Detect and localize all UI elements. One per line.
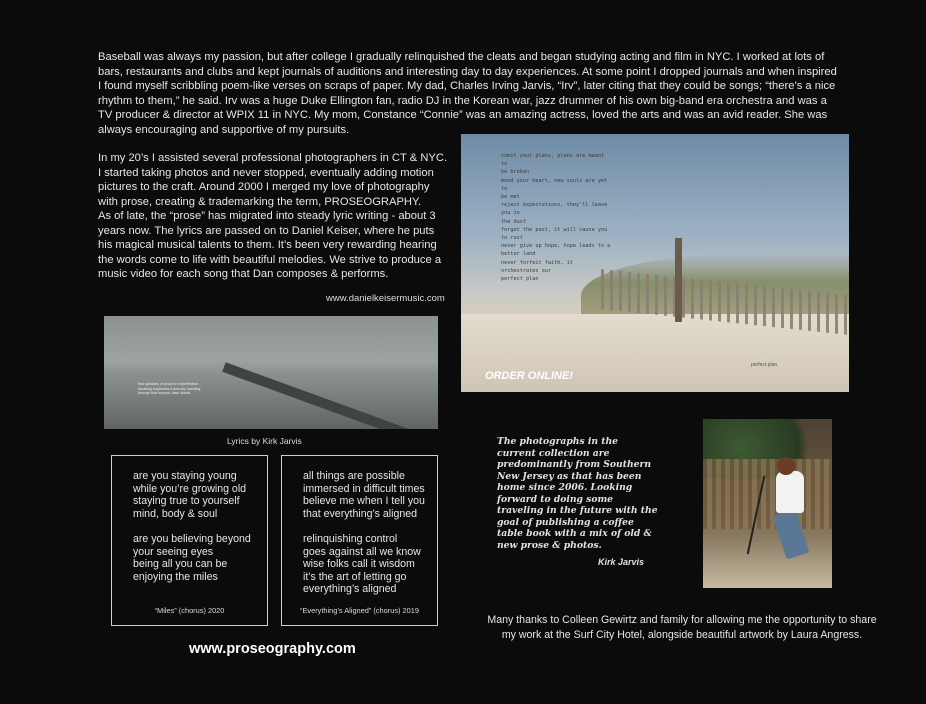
lyric-caption: “Miles” (chorus) 2020 (154, 606, 225, 615)
fence-post (675, 238, 682, 322)
photo-title-caption: perfect plan (751, 362, 778, 368)
collection-note: The photographs in the current collection are predominantly from Southern New Jersey as that has been home since 2006. Looking forward to doing some traveling in the future with the goal of publishing a coffee table book with a mix of old & new prose & photos. (497, 436, 658, 551)
signature: Kirk Jarvis (598, 557, 645, 567)
foggy-jetty-photo (104, 316, 438, 429)
lyric-box-everythings-aligned (281, 455, 438, 626)
lyric-text: are you staying young while you’re growing old staying true to yourself mind, body & soul are you believing beyond your seeing eyes being all you can be enjoying the miles (133, 470, 251, 583)
photo-poem-text: comit your plans, plans are meant to be broken mend your heart, new souls are yet to be met reject expectations, they'll leave you in the dust forget the past, it will cause you to rust never give up hope, hope leads to a better land never forfeit faith, it orchestrates our perfect plan (501, 153, 611, 283)
order-online-label[interactable]: ORDER ONLINE! (485, 370, 573, 382)
daniel-keiser-website-link[interactable]: www.danielkeisermusic.com (326, 293, 445, 304)
intro-paragraph: Baseball was always my passion, but after college I gradually relinquished the cleats and began studying acting and film in NYC. I worked at lots of bars, restaurants and clubs and kept journals of auditions and interesting day to day experiences. At some point I dropped journals and when inspired I found myself scribbling poem-like verses on scraps of paper. My dad, Charles Irving Jarvis, “Irv”, later citing that they could be songs; “there’s a nice rhythm to them,” he said. Irv was a huge Duke Ellington fan, radio DJ in the Korean war, jazz drummer of his own big-band era orchestra and was a TV producer & director at WPIX 11 in NYC. My mom, Constance “Connie” was an amazing actress, loved the arts and was an avid reader. She was always encouraging and supportive of my pursuits. (98, 51, 837, 136)
lyric-caption: “Everything’s Aligned” (chorus) 2019 (300, 606, 419, 615)
lyric-text: all things are possible immersed in difficult times believe me when I tell you that everything’s aligned relinquishing control goes against all we know wise folks call it wisdom it’s the art of letting go everything’s aligned (303, 470, 425, 596)
lyrics-by-heading: Lyrics by Kirk Jarvis (227, 436, 302, 446)
lyrics-paragraph: As of late, the “prose” has migrated into steady lyric writing - about 3 years now. The lyrics are passed on to Daniel Keiser, where he puts his magical musical talents to them. It’s been very rewarding hearing the words come to life with beautiful melodies. We strive to produce a music video for each song that Dan composes & performs. (98, 210, 442, 281)
fog-photo-caption: first speckles of peace in imperfection breaking brightness a sea-sky traveling through that beyond, dark clouds (138, 382, 201, 396)
proseography-website-link[interactable]: www.proseography.com (189, 641, 356, 657)
beach-dune-photo (461, 134, 849, 392)
person-body (776, 471, 804, 513)
photographer-photo (703, 419, 832, 588)
photography-paragraph: In my 20’s I assisted several professional photographers in CT & NYC. I started taking photos and never stopped, eventually adding motion pictures to the craft. Around 2000 I merged my love of photography with prose, creating & trademarking the term, PROSEOGRAPHY. (98, 152, 448, 208)
thanks-note: Many thanks to Colleen Gewirtz and family for allowing me the opportunity to share my work at the Surf City Hotel, alongside beautiful artwork by Laura Angress. (487, 614, 877, 641)
wood-fence (703, 459, 832, 529)
person-head (777, 457, 795, 475)
lyric-box-miles (111, 455, 268, 626)
